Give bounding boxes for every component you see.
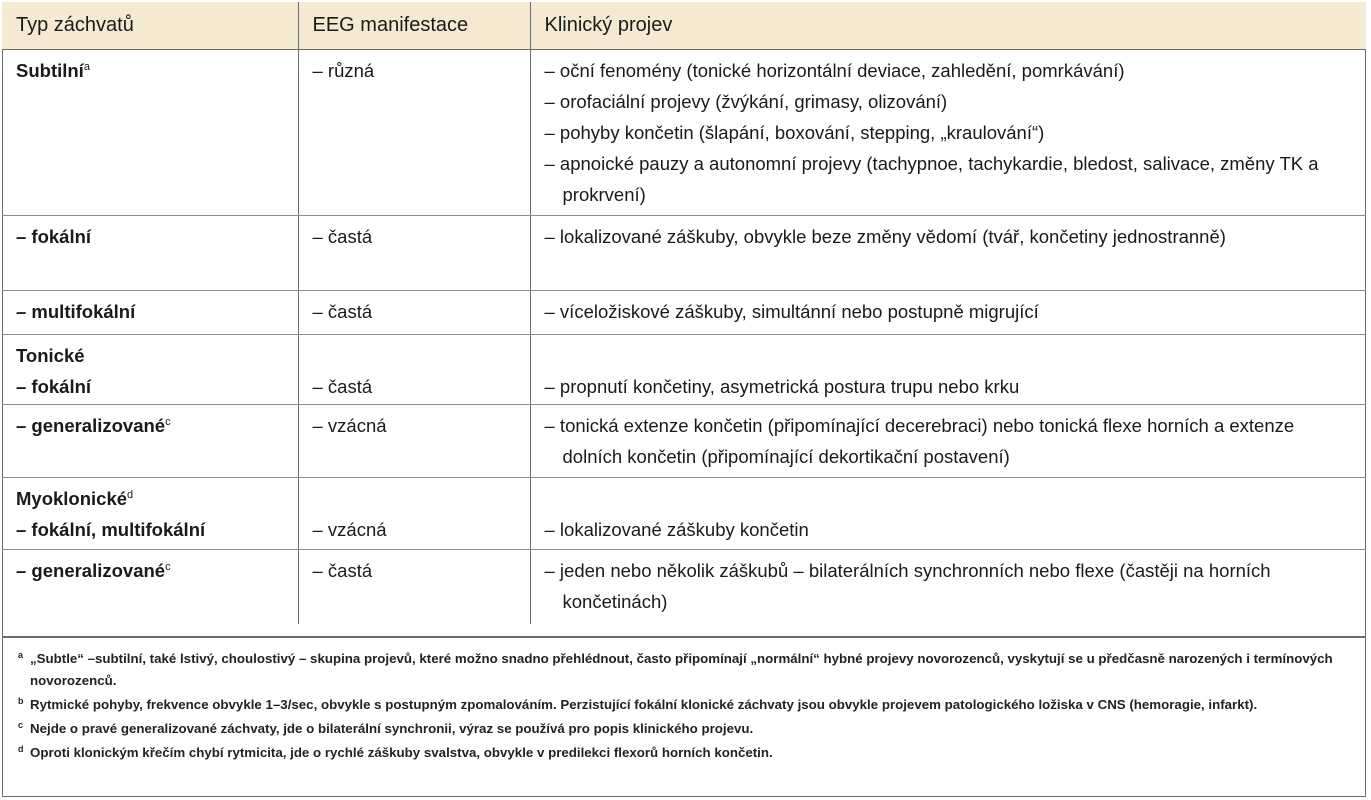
clinical-line: – orofaciální projevy (žvýkání, grimasy, olizování) [544, 91, 948, 112]
footnote: b Rytmické pohyby, frekvence obvykle 1–3/sec, obvykle s postupným zpomalováním. Perzistující fokální klonické záchvaty jsou obvykle projevem patologického ložiska v CNS (hemoragie, infarkt). [18, 696, 1258, 712]
clinical-line: – víceložiskové záškuby, simultánní nebo postupně migrující [544, 301, 1039, 322]
clinical-line: – lokalizované záškuby končetin [544, 519, 809, 540]
clinical-line: – tonická extenze končetin (připomínající decerebraci) nebo tonická flexe horních a extenze dolních končetin (připomínající dekortikační postavení) [544, 415, 1295, 467]
seizure-type-label: – fokální [16, 376, 92, 397]
seizure-type-label: – generalizované [16, 560, 166, 581]
eeg-cell: – vzácná [298, 478, 530, 550]
clinical-cell [530, 478, 1366, 550]
clinical-cell [530, 550, 1366, 624]
footnote-ref: d [127, 489, 134, 501]
seizure-type-label: Subtilní [16, 60, 84, 81]
footnote-ref: c [165, 416, 171, 428]
seizure-type-cell [2, 550, 298, 624]
header-clinical: Klinický projev [530, 2, 1366, 50]
clinical-line: – lokalizované záškuby, obvykle beze změny vědomí (tvář, končetiny jednostranně) [544, 226, 1226, 247]
clinical-cell [530, 291, 1366, 335]
seizure-type-cell [2, 405, 298, 478]
footnote-text: Rytmické pohyby, frekvence obvykle 1–3/sec, obvykle s postupným zpomalováním. Perzistující fokální klonické záchvaty jsou obvykle projevem patologického ložiska v CNS (hemoragie, infarkt). [30, 697, 1258, 712]
eeg-cell: – častá [298, 335, 530, 405]
seizure-type-label: – generalizované [16, 415, 166, 436]
footnote: d Oproti klonickým křečím chybí rytmicita, jde o rychlé záškuby svalstva, obvykle v predilekci flexorů horních končetin. [18, 744, 773, 760]
footnote-text: Oproti klonickým křečím chybí rytmicita, jde o rychlé záškuby svalstva, obvykle v predilekci flexorů horních končetin. [30, 745, 773, 760]
footnote-ref: a [83, 61, 90, 73]
clinical-line: – pohyby končetin (šlapání, boxování, stepping, „kraulování“) [544, 122, 1045, 143]
clinical-line: – jeden nebo několik záškubů – bilaterálních synchronních nebo flexe (častěji na horních končetinách) [544, 560, 1271, 612]
table-row [2, 291, 1366, 335]
clinical-cell [530, 216, 1366, 291]
clinical-cell [530, 405, 1366, 478]
seizure-type-label: – fokální, multifokální [16, 519, 206, 540]
footnote: a „Subtle“ –subtilní, také lstivý, choulostivý – skupina projevů, které možno snadno přehlédnout, často připomínají „normální“ hybné projevy novorozenců, vyskytují se u předčasně narozených i termínových novorozenců. [18, 650, 1333, 688]
seizure-type-label: – multifokální [16, 301, 136, 322]
footnote-text: „Subtle“ –subtilní, také lstivý, choulostivý – skupina projevů, které možno snadno přehlédnout, často připomínají „normální“ hybné projevy novorozenců, vyskytují se u předčasně narozených i termínových novorozenců. [30, 651, 1333, 688]
footnote: c Nejde o pravé generalizované záchvaty, jde o bilaterální synchronii, výraz se používá pro popis klinického projevu. [18, 720, 754, 736]
seizure-type-cell [2, 216, 298, 291]
clinical-line: – apnoické pauzy a autonomní projevy (tachypnoe, tachykardie, bledost, salivace, změny TK a prokrvení) [544, 153, 1319, 205]
clinical-cell [530, 335, 1366, 405]
eeg-cell: – častá [298, 550, 530, 624]
table-header-row [2, 2, 1366, 50]
footnote-text: Nejde o pravé generalizované záchvaty, jde o bilaterální synchronii, výraz se používá pro popis klinického projevu. [30, 721, 754, 736]
table-row [2, 50, 1366, 216]
clinical-line: – oční fenomény (tonické horizontální deviace, zahledění, pomrkávání) [544, 60, 1125, 81]
seizure-type-cell [2, 335, 298, 405]
eeg-cell: – různá [298, 50, 530, 216]
table-row [2, 478, 1366, 550]
footnote-ref: c [165, 561, 171, 573]
header-eeg: EEG manifestace [298, 2, 530, 50]
seizure-types-table [2, 2, 1366, 624]
seizure-type-cell [2, 478, 298, 550]
seizure-type-label: – fokální [16, 226, 92, 247]
seizure-group-heading: Tonické [16, 345, 85, 366]
seizure-group-label: Myoklonické [16, 488, 128, 509]
clinical-cell [530, 50, 1366, 216]
table-row [2, 335, 1366, 405]
eeg-cell: – častá [298, 216, 530, 291]
footnotes [2, 636, 1366, 766]
seizure-type-cell [2, 291, 298, 335]
table-row [2, 550, 1366, 624]
seizure-type-cell [2, 50, 298, 216]
eeg-cell: – častá [298, 291, 530, 335]
seizure-group-heading [16, 483, 290, 514]
eeg-cell: – vzácná [298, 405, 530, 478]
table-row [2, 216, 1366, 291]
header-seizure-type: Typ záchvatů [2, 2, 298, 50]
table-row [2, 405, 1366, 478]
clinical-line: – propnutí končetiny, asymetrická postura trupu nebo krku [544, 376, 1020, 397]
